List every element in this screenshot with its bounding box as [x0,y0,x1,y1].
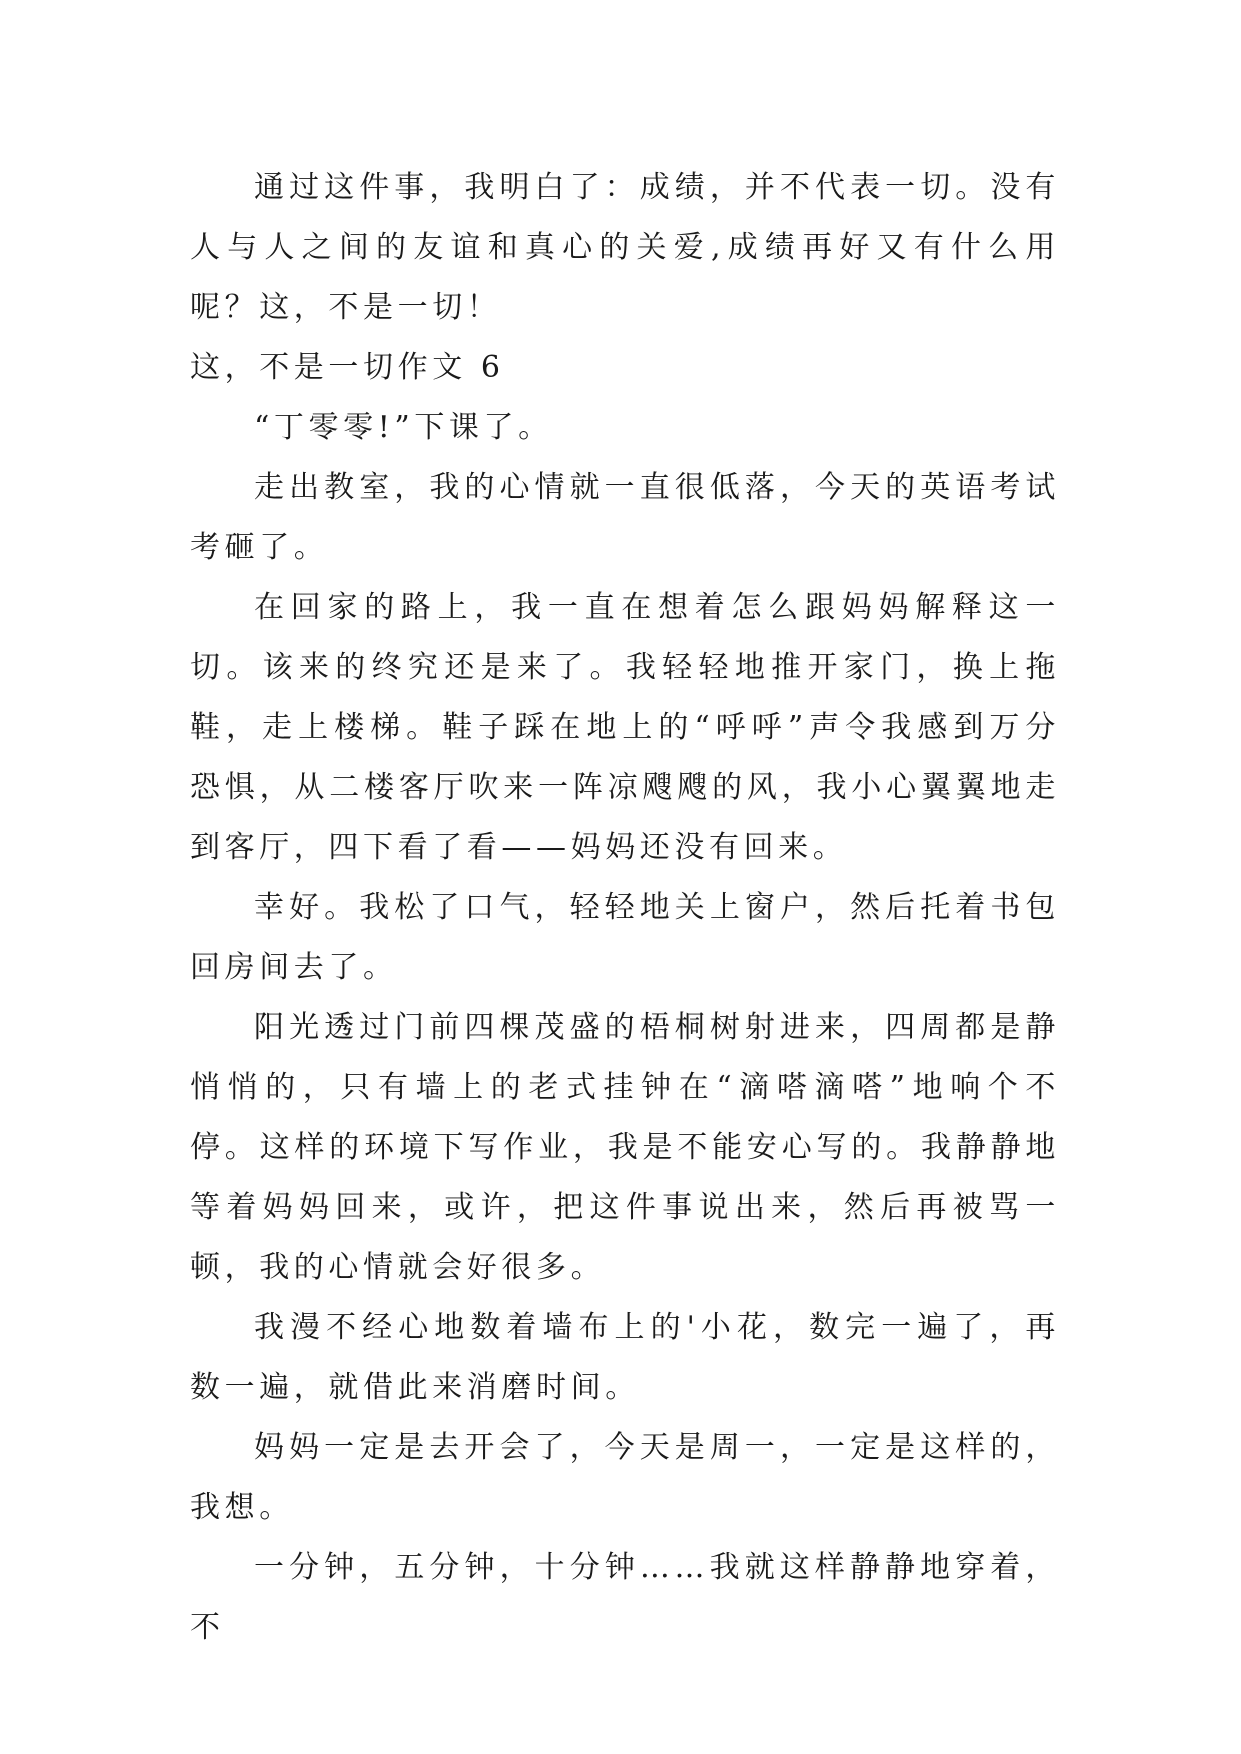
paragraph: 我漫不经心地数着墙布上的'小花，数完一遍了，再数一遍，就借此来消磨时间。 [190,1310,1060,1405]
paragraph: 幸好。我松了口气，轻轻地关上窗户，然后托着书包回房间去了。 [190,890,1060,985]
paragraph: 阳光透过门前四棵茂盛的梧桐树射进来，四周都是静悄悄的，只有墙上的老式挂钟在“滴嗒滴嗒”地响个不停。这样的环境下写作业，我是不能安心写的。我静静地等着妈妈回来，或许，把这件事说出来，然后再被骂一顿，我的心情就会好很多。 [190,1010,1060,1285]
paragraph: 妈妈一定是去开会了，今天是周一，一定是这样的，我想。 [190,1430,1060,1525]
paragraph: 走出教室，我的心情就一直很低落，今天的英语考试考砸了。 [190,470,1060,565]
document-body [190,158,1060,1658]
paragraph: 在回家的路上，我一直在想着怎么跟妈妈解释这一切。该来的终究还是来了。我轻轻地推开家门，换上拖鞋，走上楼梯。鞋子踩在地上的“呼呼”声令我感到万分恐惧，从二楼客厅吹来一阵凉飕飕的风，我小心翼翼地走到客厅，四下看了看——妈妈还没有回来。 [190,590,1060,865]
paragraph: “丁零零!”下课了。 [254,410,553,445]
section-title: 这，不是一切作文 6 [190,350,505,385]
paragraph: 一分钟，五分钟，十分钟……我就这样静静地穿着，不 [190,1550,1060,1645]
paragraph-conclusion: 通过这件事，我明白了：成绩，并不代表一切。没有人与人之间的友谊和真心的关爱,成绩再好又有什么用呢？这，不是一切！ [190,170,1060,325]
